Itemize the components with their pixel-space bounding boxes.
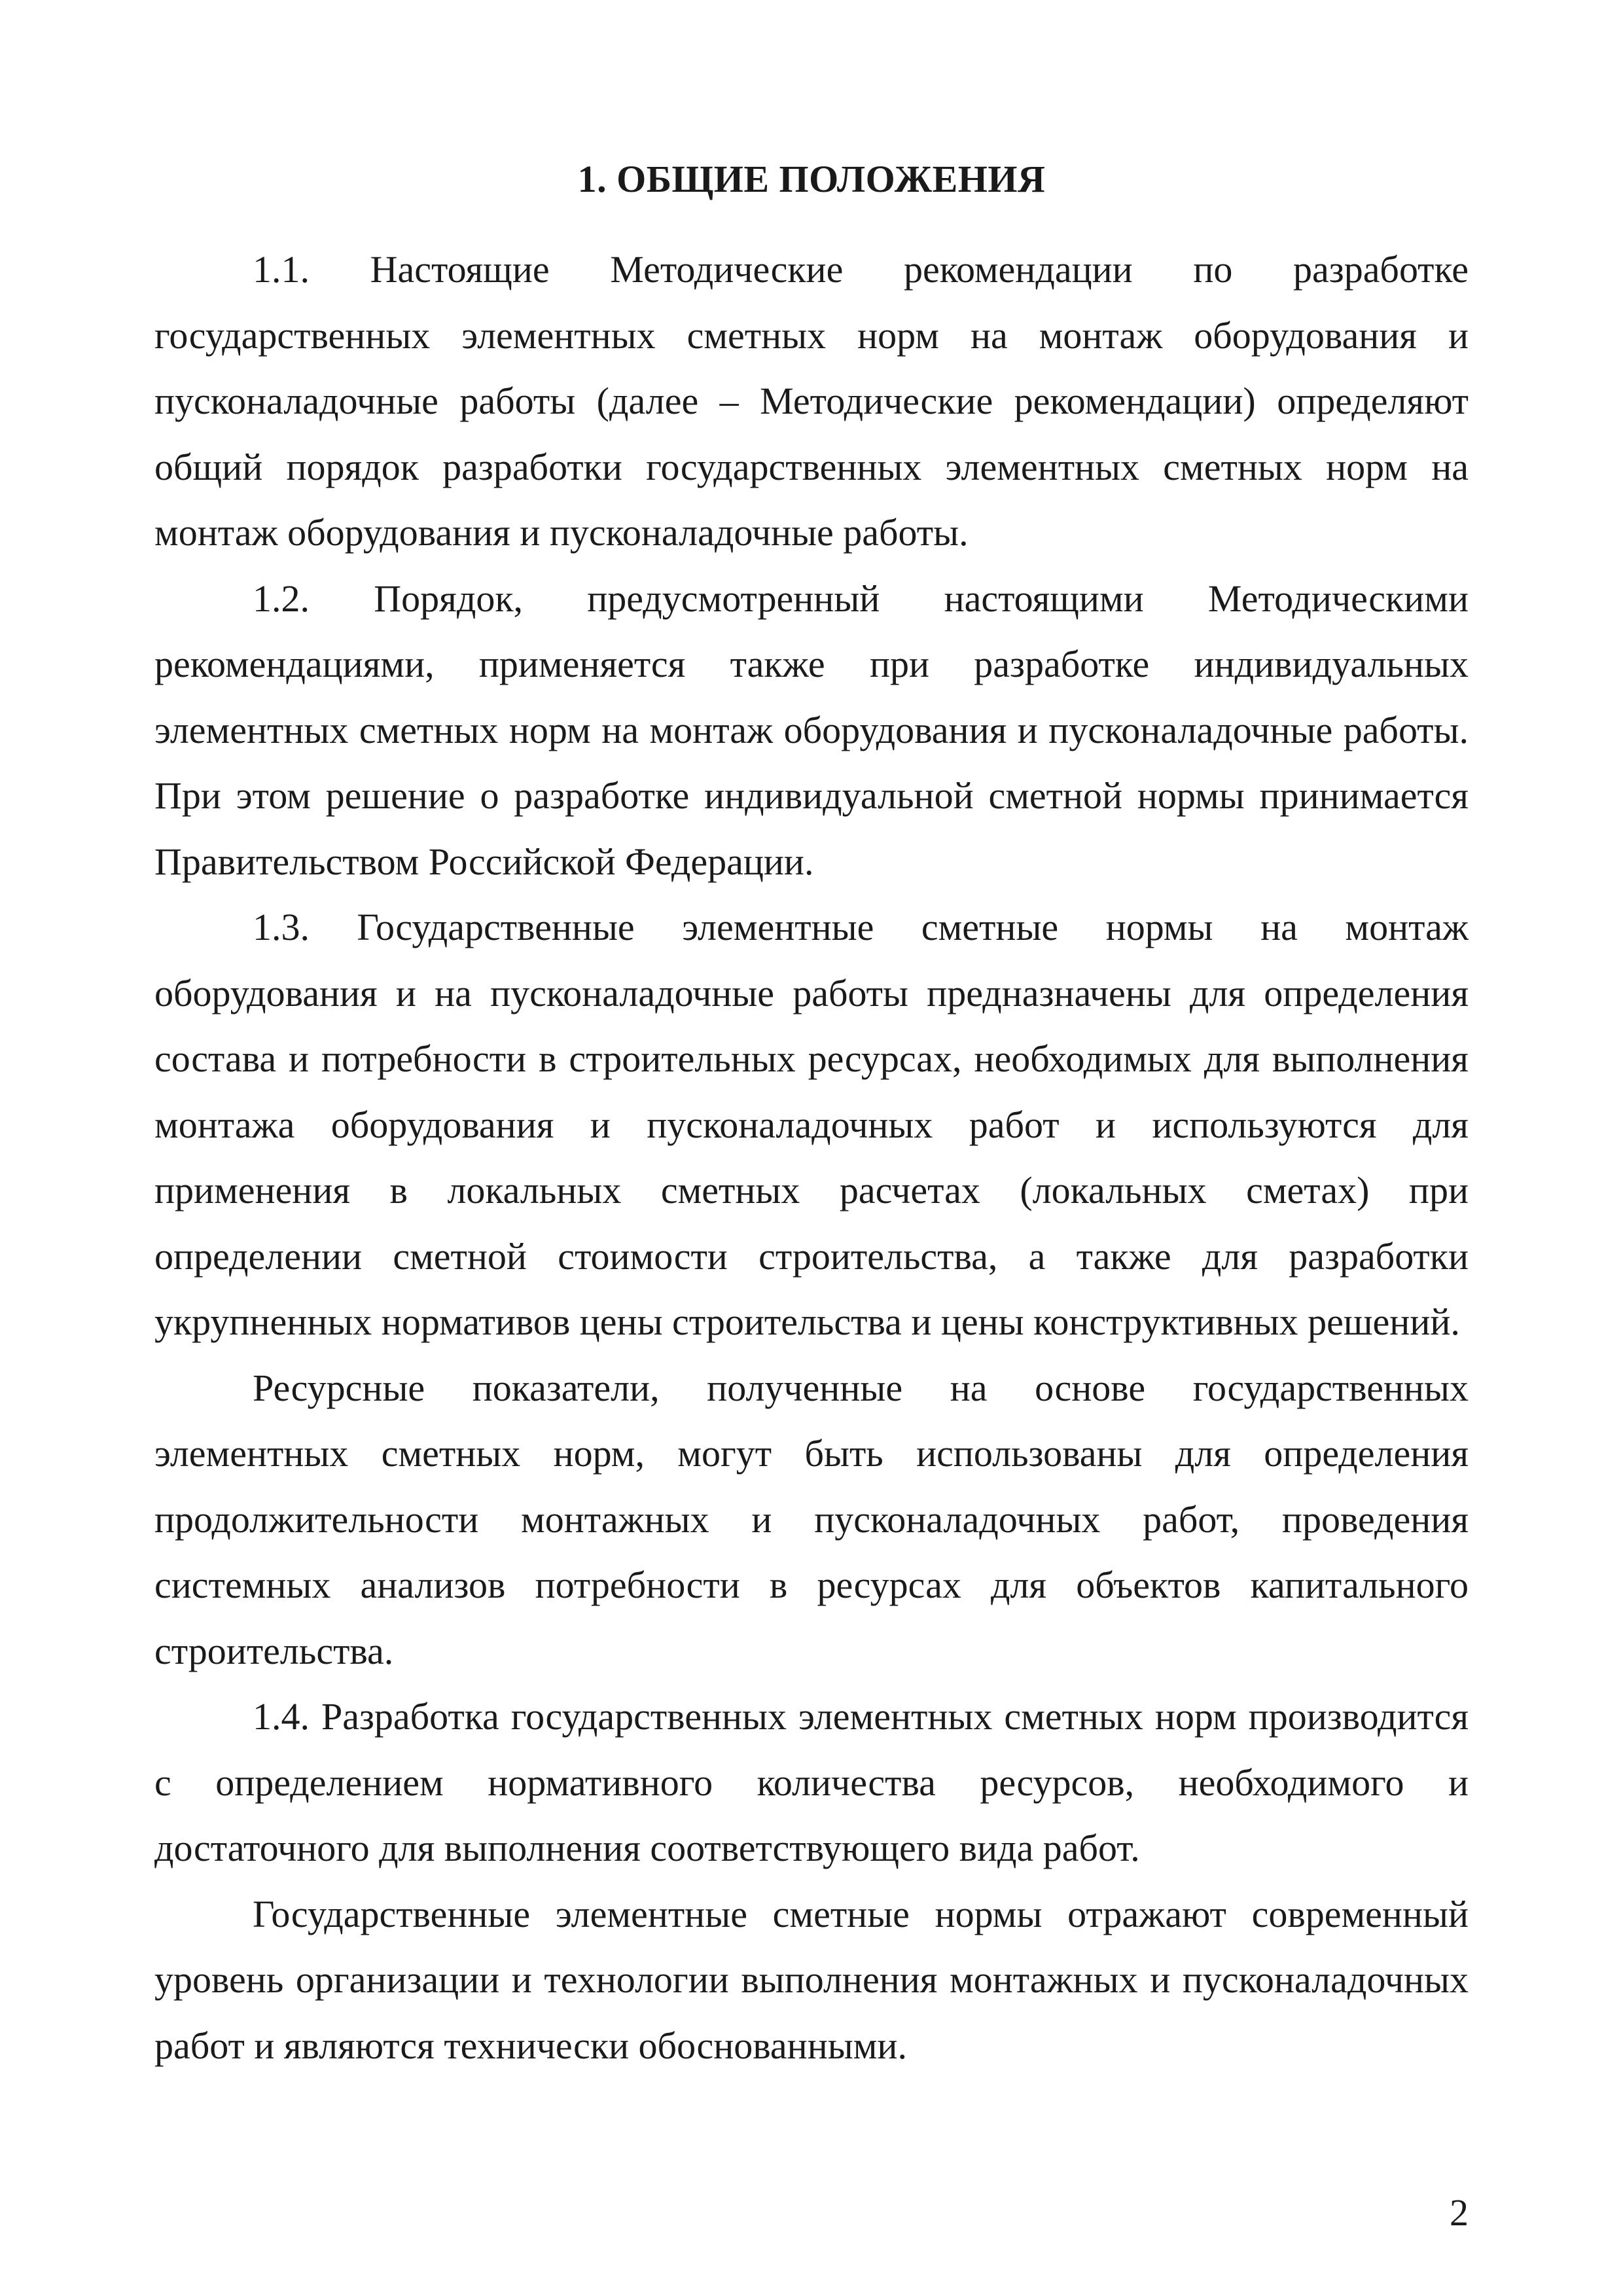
- paragraph-1-3-continued: [154, 1355, 1469, 1685]
- paragraph-text: Настоящие Методические рекомендации по разработке государственных элементных сметных норм на монтаж оборудования и пусконаладочные работы (далее – Методические рекомендации) определяют общий порядок разработки государственных элементных сметных норм на монтаж оборудования и пусконаладочные работы.: [154, 248, 1469, 554]
- paragraph-1-4-continued: [154, 1882, 1469, 2079]
- paragraph-text: Государственные элементные сметные нормы отражают современный уровень организации и технологии выполнения монтажных и пусконаладочных работ и являются технически обоснованными.: [154, 1892, 1469, 2067]
- paragraph-1-2: [154, 566, 1469, 895]
- paragraph-text: Ресурсные показатели, полученные на основе государственных элементных сметных норм, могут быть использованы для определения продолжительности монтажных и пусконаладочных работ, проведения системных анализов потребности в ресурсах для объектов капитального строительства.: [154, 1366, 1469, 1672]
- paragraph-number: 1.1.: [253, 248, 310, 291]
- paragraph-1-4: [154, 1684, 1469, 1882]
- page-number: 2: [1450, 2191, 1469, 2234]
- section-title: 1. ОБЩИЕ ПОЛОЖЕНИЯ: [577, 158, 1046, 200]
- body-text: [154, 237, 1469, 2079]
- paragraph-number: 1.4.: [253, 1695, 310, 1738]
- paragraph-number: 1.2.: [253, 577, 310, 620]
- paragraph-number: 1.3.: [253, 906, 310, 948]
- paragraph-1-1: [154, 237, 1469, 566]
- paragraph-text: Порядок, предусмотренный настоящими Методическими рекомендациями, применяется также при разработке индивидуальных элементных сметных норм на монтаж оборудования и пусконаладочные работы. При этом решение о разработке индивидуальной сметной нормы принимается Правительством Российской Федерации.: [154, 577, 1469, 883]
- paragraph-1-3: [154, 895, 1469, 1355]
- paragraph-text: Разработка государственных элементных сметных норм производится с определением нормативного количества ресурсов, необходимого и достаточного для выполнения соответствующего вида работ.: [154, 1695, 1469, 1869]
- paragraph-text: Государственные элементные сметные нормы на монтаж оборудования и на пусконаладочные работы предназначены для определения состава и потребности в строительных ресурсах, необходимых для выполнения монтажа оборудования и пусконаладочных работ и используются для применения в локальных сметных расчетах (локальных сметах) при определении сметной стоимости строительства, а также для разработки укрупненных нормативов цены строительства и цены конструктивных решений.: [154, 906, 1469, 1343]
